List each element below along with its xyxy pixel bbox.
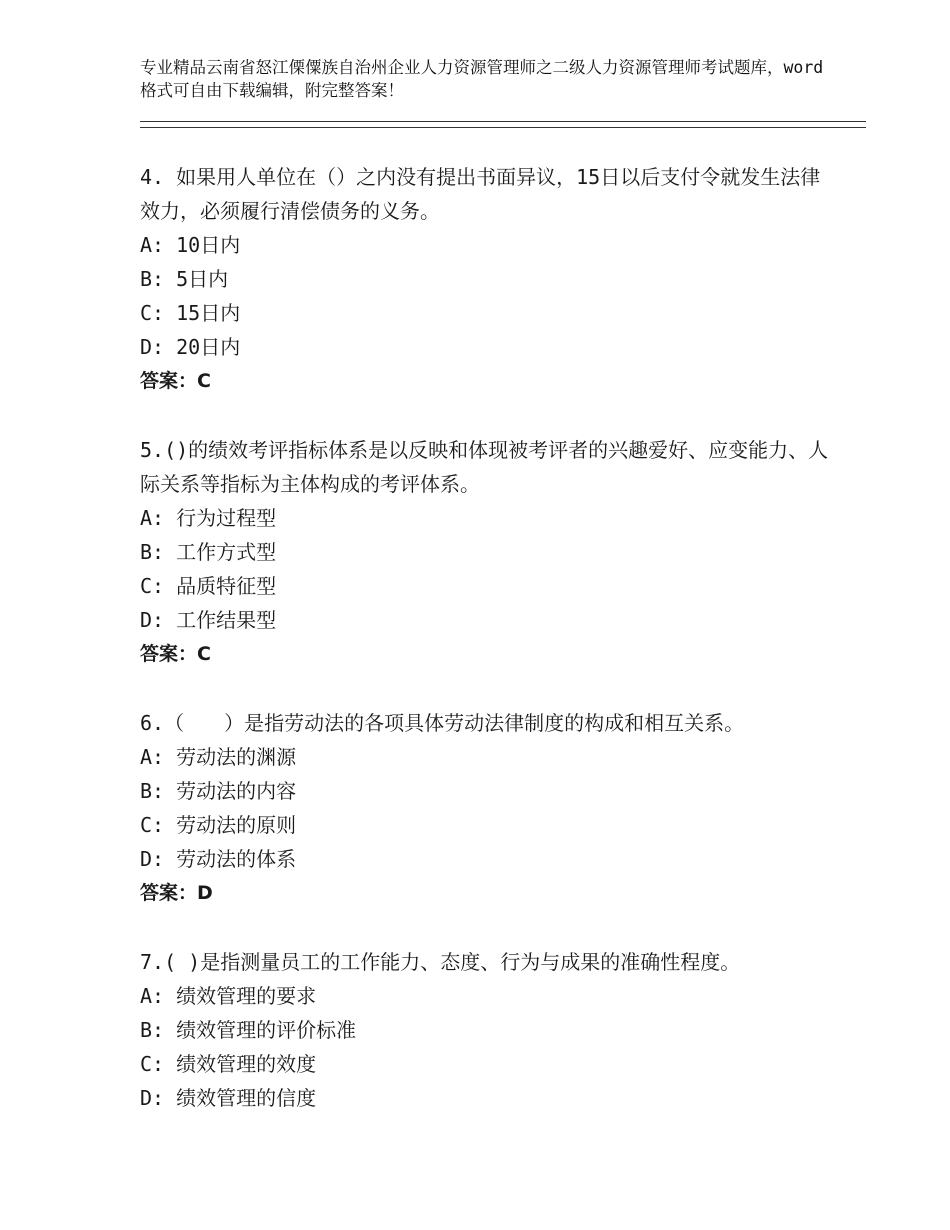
question-4 [140,160,830,398]
option-c: C: 劳动法的原则 [140,813,297,837]
question-stem: 5.()的绩效考评指标体系是以反映和体现被考评者的兴趣爱好、应变能力、人际关系等指标为主体构成的考评体系。 [140,438,829,496]
option-b: B: 5日内 [140,267,229,291]
option-c: C: 品质特征型 [140,574,277,598]
option-a: A: 绩效管理的要求 [140,984,317,1008]
option-d: D: 绩效管理的信度 [140,1086,317,1110]
option-b: B: 劳动法的内容 [140,779,297,803]
option-d: D: 劳动法的体系 [140,847,297,871]
header-divider [140,121,866,128]
option-c: C: 绩效管理的效度 [140,1052,317,1076]
option-b: B: 工作方式型 [140,540,277,564]
option-d: D: 工作结果型 [140,608,277,632]
question-5 [140,433,830,671]
document-header-title: 专业精品云南省怒江傈僳族自治州企业人力资源管理师之二级人力资源管理师考试题库，word格式可自由下载编辑，附完整答案！ [140,58,824,100]
question-6 [140,706,830,910]
question-stem: 4. 如果用人单位在（）之内没有提出书面异议，15日以后支付令就发生法律效力，必须履行清偿债务的义务。 [140,165,821,223]
answer-label: 答案：C [140,370,211,392]
option-a: A: 行为过程型 [140,506,277,530]
option-c: C: 15日内 [140,301,241,325]
question-stem: 7.( )是指测量员工的工作能力、态度、行为与成果的准确性程度。 [140,950,741,974]
option-a: A: 劳动法的渊源 [140,745,297,769]
option-b: B: 绩效管理的评价标准 [140,1018,357,1042]
answer-label: 答案：C [140,643,211,665]
question-stem: 6.（ ）是指劳动法的各项具体劳动法律制度的构成和相互关系。 [140,711,745,735]
question-7 [140,945,830,1115]
option-a: A: 10日内 [140,233,241,257]
option-d: D: 20日内 [140,335,241,359]
answer-label: 答案：D [140,882,213,904]
